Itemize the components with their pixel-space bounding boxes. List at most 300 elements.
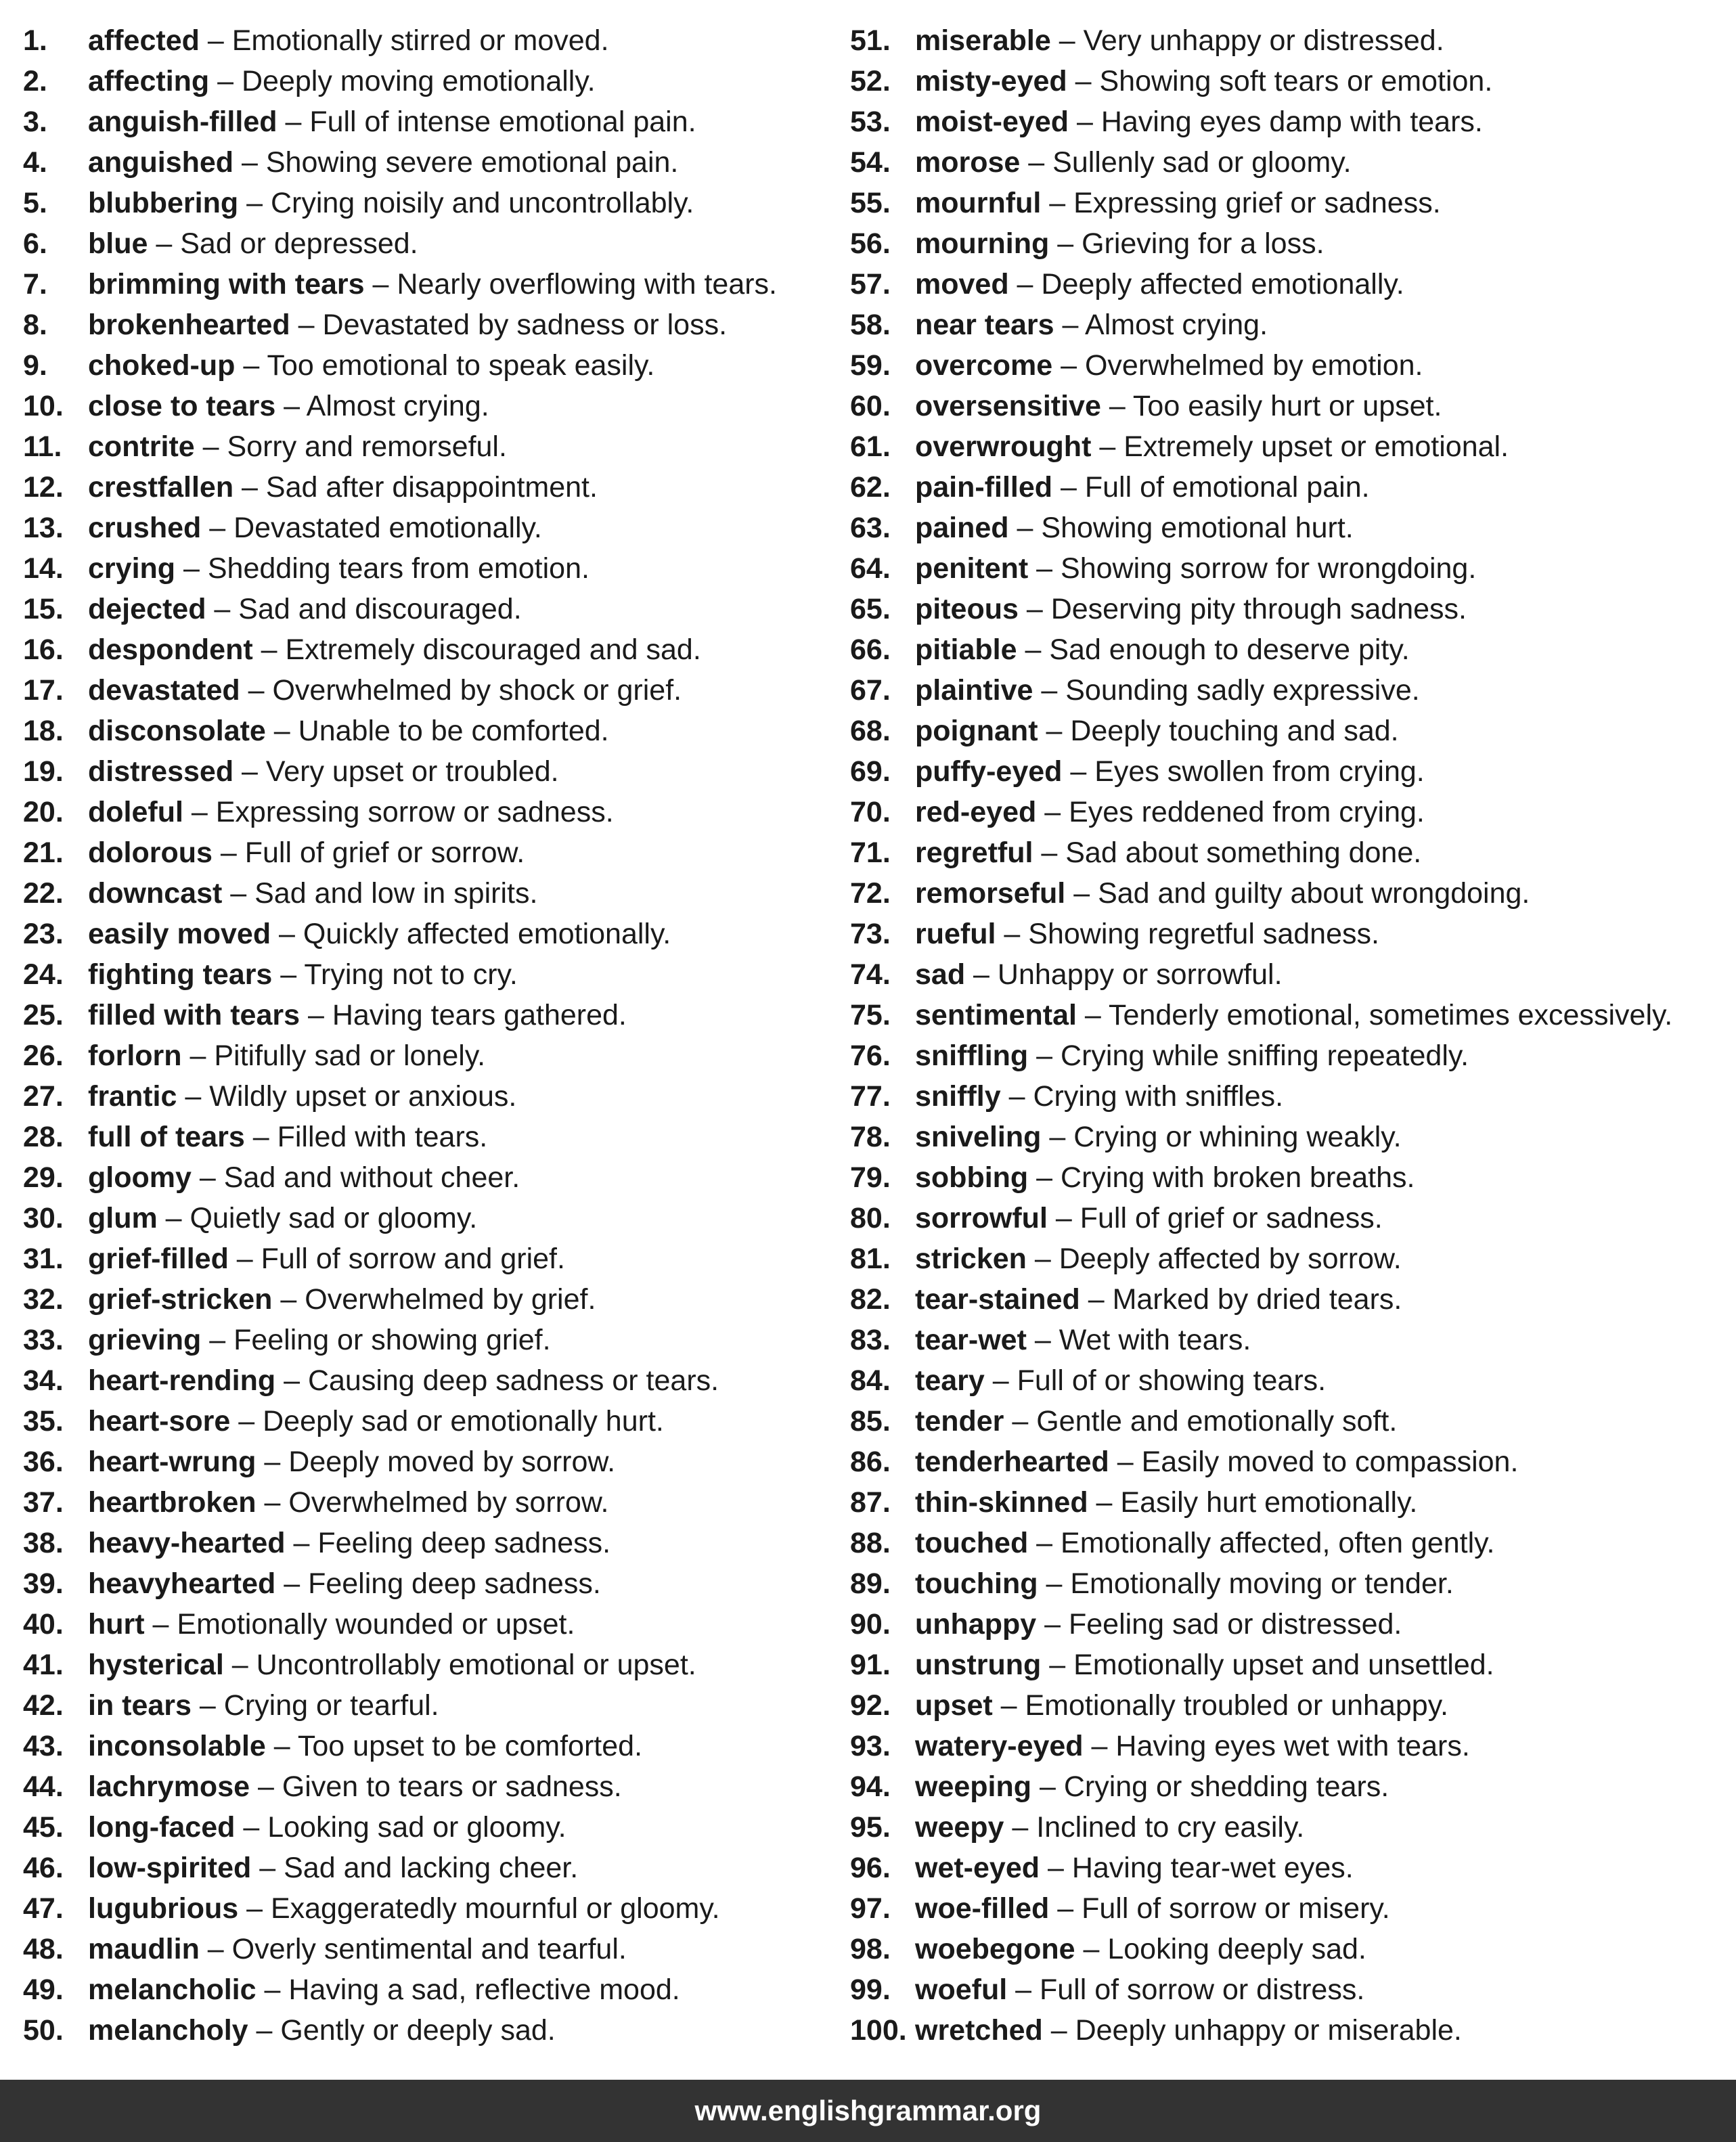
item-separator: – bbox=[1076, 999, 1109, 1031]
item-separator: – bbox=[272, 1283, 305, 1316]
list-item bbox=[23, 873, 822, 914]
item-definition: Too upset to be comforted. bbox=[297, 1730, 643, 1762]
item-separator: – bbox=[177, 1080, 210, 1113]
item-separator: – bbox=[233, 755, 266, 788]
item-separator: – bbox=[1041, 187, 1074, 219]
item-number: 95. bbox=[850, 1811, 891, 1844]
item-number: 62. bbox=[850, 471, 891, 504]
list-item bbox=[23, 20, 822, 61]
item-number: 90. bbox=[850, 1608, 891, 1641]
list-item bbox=[850, 142, 1730, 183]
item-separator: – bbox=[191, 1161, 224, 1194]
item-separator: – bbox=[1000, 1080, 1033, 1113]
item-definition: Almost crying. bbox=[306, 390, 489, 422]
item-number: 55. bbox=[850, 187, 891, 219]
item-word: doleful bbox=[88, 796, 183, 828]
item-definition: Crying noisily and uncontrollably. bbox=[270, 187, 694, 219]
item-definition: Very upset or troubled. bbox=[265, 755, 559, 788]
item-word: overwrought bbox=[915, 430, 1092, 463]
item-word: disconsolate bbox=[88, 715, 266, 747]
item-number: 35. bbox=[23, 1405, 64, 1437]
item-number: 2. bbox=[23, 65, 47, 97]
item-number: 36. bbox=[23, 1446, 64, 1478]
item-separator: – bbox=[992, 1689, 1025, 1722]
item-separator: – bbox=[223, 1649, 257, 1681]
item-number: 41. bbox=[23, 1649, 64, 1681]
item-word: dolorous bbox=[88, 836, 213, 869]
list-item bbox=[850, 1766, 1730, 1807]
item-separator: – bbox=[1033, 674, 1066, 707]
item-word: penitent bbox=[915, 552, 1029, 585]
list-item bbox=[23, 1888, 822, 1929]
list-item bbox=[23, 1766, 822, 1807]
list-item bbox=[23, 1929, 822, 1969]
item-number: 27. bbox=[23, 1080, 64, 1113]
item-number: 28. bbox=[23, 1121, 64, 1153]
item-definition: Sullenly sad or gloomy. bbox=[1052, 146, 1352, 179]
item-definition: Shedding tears from emotion. bbox=[207, 552, 589, 585]
item-number: 24. bbox=[23, 958, 64, 991]
list-item bbox=[850, 1279, 1730, 1320]
item-number: 81. bbox=[850, 1243, 891, 1275]
list-item bbox=[850, 1320, 1730, 1360]
list-item bbox=[850, 102, 1730, 142]
item-word: oversensitive bbox=[915, 390, 1101, 422]
item-number: 1. bbox=[23, 24, 47, 57]
item-definition: Gently or deeply sad. bbox=[280, 2014, 556, 2047]
item-separator: – bbox=[1038, 1567, 1071, 1600]
item-number: 21. bbox=[23, 836, 64, 869]
item-separator: – bbox=[1028, 1527, 1061, 1559]
item-word: low-spirited bbox=[88, 1852, 252, 1884]
item-separator: – bbox=[1047, 1202, 1080, 1234]
item-word: crying bbox=[88, 552, 176, 585]
list-item bbox=[23, 670, 822, 711]
item-number: 22. bbox=[23, 877, 64, 910]
item-word: woeful bbox=[915, 1973, 1008, 2006]
item-word: heavy-hearted bbox=[88, 1527, 286, 1559]
list-item bbox=[850, 1563, 1730, 1604]
item-number: 3. bbox=[23, 106, 47, 138]
item-number: 70. bbox=[850, 796, 891, 828]
list-item bbox=[850, 305, 1730, 345]
list-item bbox=[23, 1848, 822, 1888]
list-item bbox=[23, 1969, 822, 2010]
list-item bbox=[23, 102, 822, 142]
item-word: hysterical bbox=[88, 1649, 224, 1681]
item-number: 88. bbox=[850, 1527, 891, 1559]
word-list-column-left bbox=[23, 20, 822, 2051]
item-separator: – bbox=[252, 633, 286, 666]
item-word: unhappy bbox=[915, 1608, 1037, 1641]
item-definition: Crying or whining weakly. bbox=[1073, 1121, 1402, 1153]
item-number: 58. bbox=[850, 309, 891, 341]
item-separator: – bbox=[256, 1446, 289, 1478]
item-definition: Crying while sniffing repeatedly. bbox=[1061, 1040, 1469, 1072]
item-separator: – bbox=[277, 106, 310, 138]
list-item bbox=[23, 508, 822, 548]
item-word: anguish-filled bbox=[88, 106, 277, 138]
item-number: 37. bbox=[23, 1486, 64, 1519]
list-item bbox=[23, 914, 822, 954]
item-separator: – bbox=[212, 836, 245, 869]
item-word: remorseful bbox=[915, 877, 1066, 910]
item-separator: – bbox=[1038, 715, 1071, 747]
item-definition: Trying not to cry. bbox=[304, 958, 518, 991]
item-definition: Deeply unhappy or miserable. bbox=[1075, 2014, 1462, 2047]
list-item bbox=[850, 1035, 1730, 1076]
item-separator: – bbox=[265, 715, 298, 747]
item-word: moved bbox=[915, 268, 1009, 300]
item-word: woebegone bbox=[915, 1933, 1075, 1965]
list-item bbox=[23, 1198, 822, 1239]
item-separator: – bbox=[201, 512, 234, 544]
list-item bbox=[23, 1157, 822, 1198]
item-word: pitiable bbox=[915, 633, 1017, 666]
item-number: 92. bbox=[850, 1689, 891, 1722]
item-word: affected bbox=[88, 24, 200, 57]
item-separator: – bbox=[238, 1892, 271, 1925]
item-word: rueful bbox=[915, 918, 996, 950]
item-separator: – bbox=[1007, 1973, 1040, 2006]
item-separator: – bbox=[199, 24, 232, 57]
item-definition: Uncontrollably emotional or upset. bbox=[256, 1649, 696, 1681]
list-item bbox=[850, 1604, 1730, 1645]
list-item bbox=[23, 386, 822, 426]
item-definition: Full of sorrow or distress. bbox=[1039, 1973, 1365, 2006]
item-definition: Full of sorrow or misery. bbox=[1082, 1892, 1390, 1925]
item-separator: – bbox=[181, 1040, 215, 1072]
item-separator: – bbox=[175, 552, 208, 585]
item-definition: Sad and low in spirits. bbox=[254, 877, 538, 910]
item-separator: – bbox=[1052, 471, 1085, 504]
item-separator: – bbox=[233, 146, 266, 179]
list-item bbox=[850, 1848, 1730, 1888]
item-number: 49. bbox=[23, 1973, 64, 2006]
item-number: 39. bbox=[23, 1567, 64, 1600]
item-word: morose bbox=[915, 146, 1021, 179]
item-separator: – bbox=[271, 918, 303, 950]
list-item bbox=[23, 751, 822, 792]
item-word: crushed bbox=[88, 512, 202, 544]
item-definition: Overwhelmed by sorrow. bbox=[288, 1486, 609, 1519]
item-word: weeping bbox=[915, 1770, 1032, 1803]
item-word: forlorn bbox=[88, 1040, 182, 1072]
item-number: 85. bbox=[850, 1405, 891, 1437]
item-separator: – bbox=[1040, 1852, 1072, 1884]
item-word: plaintive bbox=[915, 674, 1033, 707]
item-word: close to tears bbox=[88, 390, 276, 422]
item-word: unstrung bbox=[915, 1649, 1042, 1681]
list-item bbox=[23, 1401, 822, 1442]
item-word: inconsolable bbox=[88, 1730, 266, 1762]
item-word: touching bbox=[915, 1567, 1038, 1600]
item-word: poignant bbox=[915, 715, 1038, 747]
item-definition: Emotionally troubled or unhappy. bbox=[1025, 1689, 1448, 1722]
item-number: 31. bbox=[23, 1243, 64, 1275]
item-word: sentimental bbox=[915, 999, 1077, 1031]
item-definition: Sounding sadly expressive. bbox=[1065, 674, 1420, 707]
item-definition: Inclined to cry easily. bbox=[1036, 1811, 1305, 1844]
list-item bbox=[23, 1685, 822, 1726]
list-item bbox=[850, 1360, 1730, 1401]
list-item bbox=[850, 1807, 1730, 1848]
item-word: blubbering bbox=[88, 187, 239, 219]
item-word: frantic bbox=[88, 1080, 177, 1113]
item-separator: – bbox=[1033, 836, 1066, 869]
item-definition: Sad and discouraged. bbox=[238, 593, 522, 625]
item-separator: – bbox=[1036, 796, 1069, 828]
list-item bbox=[23, 1807, 822, 1848]
item-definition: Crying or shedding tears. bbox=[1063, 1770, 1389, 1803]
item-word: lugubrious bbox=[88, 1892, 239, 1925]
list-item bbox=[23, 792, 822, 832]
list-item bbox=[23, 995, 822, 1035]
item-number: 72. bbox=[850, 877, 891, 910]
item-number: 52. bbox=[850, 65, 891, 97]
item-separator: – bbox=[233, 471, 266, 504]
footer-website[interactable]: www.englishgrammar.org bbox=[694, 2095, 1042, 2126]
item-separator: – bbox=[201, 1324, 234, 1356]
item-separator: – bbox=[157, 1202, 190, 1234]
list-item bbox=[850, 508, 1730, 548]
item-number: 73. bbox=[850, 918, 891, 950]
item-word: dejected bbox=[88, 593, 206, 625]
item-definition: Emotionally wounded or upset. bbox=[177, 1608, 575, 1641]
list-item bbox=[850, 2010, 1730, 2051]
item-separator: – bbox=[1020, 146, 1053, 179]
item-definition: Feeling deep sadness. bbox=[308, 1567, 601, 1600]
item-separator: – bbox=[222, 877, 255, 910]
item-separator: – bbox=[244, 1121, 277, 1153]
item-definition: Sad and without cheer. bbox=[223, 1161, 520, 1194]
item-number: 98. bbox=[850, 1933, 891, 1965]
item-number: 5. bbox=[23, 187, 47, 219]
item-definition: Filled with tears. bbox=[277, 1121, 488, 1153]
item-definition: Deeply touching and sad. bbox=[1070, 715, 1399, 747]
item-number: 56. bbox=[850, 227, 891, 260]
list-item bbox=[850, 629, 1730, 670]
list-item bbox=[850, 1726, 1730, 1766]
item-definition: Showing soft tears or emotion. bbox=[1099, 65, 1493, 97]
item-definition: Overly sentimental and tearful. bbox=[231, 1933, 627, 1965]
list-item bbox=[850, 183, 1730, 223]
item-separator: – bbox=[290, 309, 323, 341]
item-separator: – bbox=[256, 1973, 289, 2006]
item-number: 29. bbox=[23, 1161, 64, 1194]
list-item bbox=[850, 1645, 1730, 1685]
item-number: 68. bbox=[850, 715, 891, 747]
item-definition: Showing emotional hurt. bbox=[1041, 512, 1354, 544]
item-word: sniffly bbox=[915, 1080, 1001, 1113]
item-separator: – bbox=[1080, 1283, 1113, 1316]
list-item bbox=[23, 345, 822, 386]
item-definition: Gentle and emotionally soft. bbox=[1036, 1405, 1398, 1437]
item-definition: Full of sorrow and grief. bbox=[261, 1243, 565, 1275]
item-number: 66. bbox=[850, 633, 891, 666]
item-definition: Eyes reddened from crying. bbox=[1069, 796, 1425, 828]
item-number: 100. bbox=[850, 2014, 907, 2047]
item-definition: Marked by dried tears. bbox=[1112, 1283, 1402, 1316]
item-separator: – bbox=[1052, 349, 1085, 382]
list-item bbox=[23, 1279, 822, 1320]
item-word: sniveling bbox=[915, 1121, 1042, 1153]
item-definition: Expressing grief or sadness. bbox=[1073, 187, 1441, 219]
item-number: 44. bbox=[23, 1770, 64, 1803]
item-word: moist-eyed bbox=[915, 106, 1069, 138]
list-item bbox=[850, 1523, 1730, 1563]
item-definition: Devastated emotionally. bbox=[233, 512, 542, 544]
item-number: 23. bbox=[23, 918, 64, 950]
item-separator: – bbox=[251, 1852, 284, 1884]
item-separator: – bbox=[996, 918, 1029, 950]
list-item bbox=[850, 467, 1730, 508]
item-word: sniffling bbox=[915, 1040, 1029, 1072]
item-word: downcast bbox=[88, 877, 223, 910]
item-definition: Devastated by sadness or loss. bbox=[322, 309, 728, 341]
item-word: contrite bbox=[88, 430, 195, 463]
item-word: touched bbox=[915, 1527, 1029, 1559]
item-word: mourning bbox=[915, 227, 1050, 260]
item-separator: – bbox=[1109, 1446, 1142, 1478]
list-item bbox=[850, 711, 1730, 751]
item-number: 30. bbox=[23, 1202, 64, 1234]
item-number: 80. bbox=[850, 1202, 891, 1234]
list-item bbox=[850, 223, 1730, 264]
item-number: 12. bbox=[23, 471, 64, 504]
item-number: 63. bbox=[850, 512, 891, 544]
item-definition: Almost crying. bbox=[1085, 309, 1268, 341]
item-definition: Easily moved to compassion. bbox=[1141, 1446, 1519, 1478]
item-word: full of tears bbox=[88, 1121, 245, 1153]
list-item bbox=[23, 1645, 822, 1685]
item-number: 19. bbox=[23, 755, 64, 788]
item-word: wet-eyed bbox=[915, 1852, 1040, 1884]
item-word: brimming with tears bbox=[88, 268, 365, 300]
item-definition: Eyes swollen from crying. bbox=[1094, 755, 1425, 788]
item-separator: – bbox=[228, 1243, 261, 1275]
item-word: long-faced bbox=[88, 1811, 236, 1844]
list-item bbox=[23, 183, 822, 223]
item-number: 38. bbox=[23, 1527, 64, 1559]
item-definition: Expressing sorrow or sadness. bbox=[215, 796, 614, 828]
list-item bbox=[850, 751, 1730, 792]
item-word: heart-rending bbox=[88, 1364, 276, 1397]
list-item bbox=[23, 1035, 822, 1076]
item-word: sobbing bbox=[915, 1161, 1029, 1194]
item-word: fighting tears bbox=[88, 958, 273, 991]
item-number: 11. bbox=[23, 430, 62, 463]
item-separator: – bbox=[1017, 633, 1050, 666]
item-separator: – bbox=[1042, 2014, 1075, 2047]
item-word: tenderhearted bbox=[915, 1446, 1109, 1478]
item-number: 32. bbox=[23, 1283, 64, 1316]
list-item bbox=[23, 1442, 822, 1482]
item-definition: Very unhappy or distressed. bbox=[1083, 24, 1444, 57]
list-item bbox=[850, 20, 1730, 61]
word-list-column-right bbox=[850, 20, 1730, 2051]
item-definition: Grieving for a loss. bbox=[1082, 227, 1325, 260]
item-number: 9. bbox=[23, 349, 47, 382]
item-number: 43. bbox=[23, 1730, 64, 1762]
list-item bbox=[850, 1685, 1730, 1726]
item-word: filled with tears bbox=[88, 999, 301, 1031]
item-number: 40. bbox=[23, 1608, 64, 1641]
item-number: 89. bbox=[850, 1567, 891, 1600]
item-separator: – bbox=[235, 349, 267, 382]
item-number: 4. bbox=[23, 146, 47, 179]
item-number: 13. bbox=[23, 512, 64, 544]
item-word: mournful bbox=[915, 187, 1042, 219]
item-separator: – bbox=[230, 1405, 263, 1437]
item-separator: – bbox=[148, 227, 181, 260]
item-separator: – bbox=[238, 187, 271, 219]
item-number: 20. bbox=[23, 796, 64, 828]
item-number: 71. bbox=[850, 836, 891, 869]
item-separator: – bbox=[1004, 1811, 1037, 1844]
list-item bbox=[850, 1157, 1730, 1198]
item-word: heartbroken bbox=[88, 1486, 257, 1519]
item-definition: Deeply sad or emotionally hurt. bbox=[263, 1405, 664, 1437]
item-separator: – bbox=[272, 958, 305, 991]
item-number: 91. bbox=[850, 1649, 891, 1681]
list-item bbox=[23, 223, 822, 264]
item-definition: Feeling sad or distressed. bbox=[1068, 1608, 1402, 1641]
list-item bbox=[850, 873, 1730, 914]
item-definition: Emotionally affected, often gently. bbox=[1061, 1527, 1495, 1559]
item-word: woe-filled bbox=[915, 1892, 1050, 1925]
item-separator: – bbox=[1100, 390, 1133, 422]
item-definition: Exaggeratedly mournful or gloomy. bbox=[270, 1892, 720, 1925]
list-item bbox=[23, 2010, 822, 2051]
item-word: gloomy bbox=[88, 1161, 192, 1194]
item-definition: Emotionally moving or tender. bbox=[1070, 1567, 1454, 1600]
item-word: upset bbox=[915, 1689, 993, 1722]
item-definition: Quickly affected emotionally. bbox=[303, 918, 671, 950]
list-item bbox=[23, 711, 822, 751]
item-separator: – bbox=[1050, 24, 1084, 57]
list-item bbox=[23, 1320, 822, 1360]
item-word: heart-sore bbox=[88, 1405, 231, 1437]
item-separator: – bbox=[1088, 1486, 1121, 1519]
item-separator: – bbox=[209, 65, 242, 97]
item-definition: Crying with broken breaths. bbox=[1061, 1161, 1415, 1194]
list-item bbox=[850, 1401, 1730, 1442]
list-item bbox=[850, 914, 1730, 954]
item-definition: Deeply affected emotionally. bbox=[1041, 268, 1404, 300]
item-separator: – bbox=[965, 958, 998, 991]
item-definition: Wet with tears. bbox=[1059, 1324, 1251, 1356]
item-separator: – bbox=[265, 1730, 298, 1762]
item-word: affecting bbox=[88, 65, 210, 97]
item-definition: Tenderly emotional, sometimes excessively. bbox=[1109, 999, 1673, 1031]
item-number: 93. bbox=[850, 1730, 891, 1762]
item-definition: Easily hurt emotionally. bbox=[1120, 1486, 1418, 1519]
item-word: melancholy bbox=[88, 2014, 248, 2047]
list-item bbox=[850, 995, 1730, 1035]
item-separator: – bbox=[191, 1689, 224, 1722]
item-word: heart-wrung bbox=[88, 1446, 257, 1478]
item-number: 87. bbox=[850, 1486, 891, 1519]
list-item bbox=[850, 61, 1730, 102]
item-number: 76. bbox=[850, 1040, 891, 1072]
item-separator: – bbox=[285, 1527, 318, 1559]
item-word: maudlin bbox=[88, 1933, 200, 1965]
item-definition: Showing severe emotional pain. bbox=[265, 146, 679, 179]
item-definition: Having eyes damp with tears. bbox=[1100, 106, 1483, 138]
list-item bbox=[850, 345, 1730, 386]
item-number: 26. bbox=[23, 1040, 64, 1072]
